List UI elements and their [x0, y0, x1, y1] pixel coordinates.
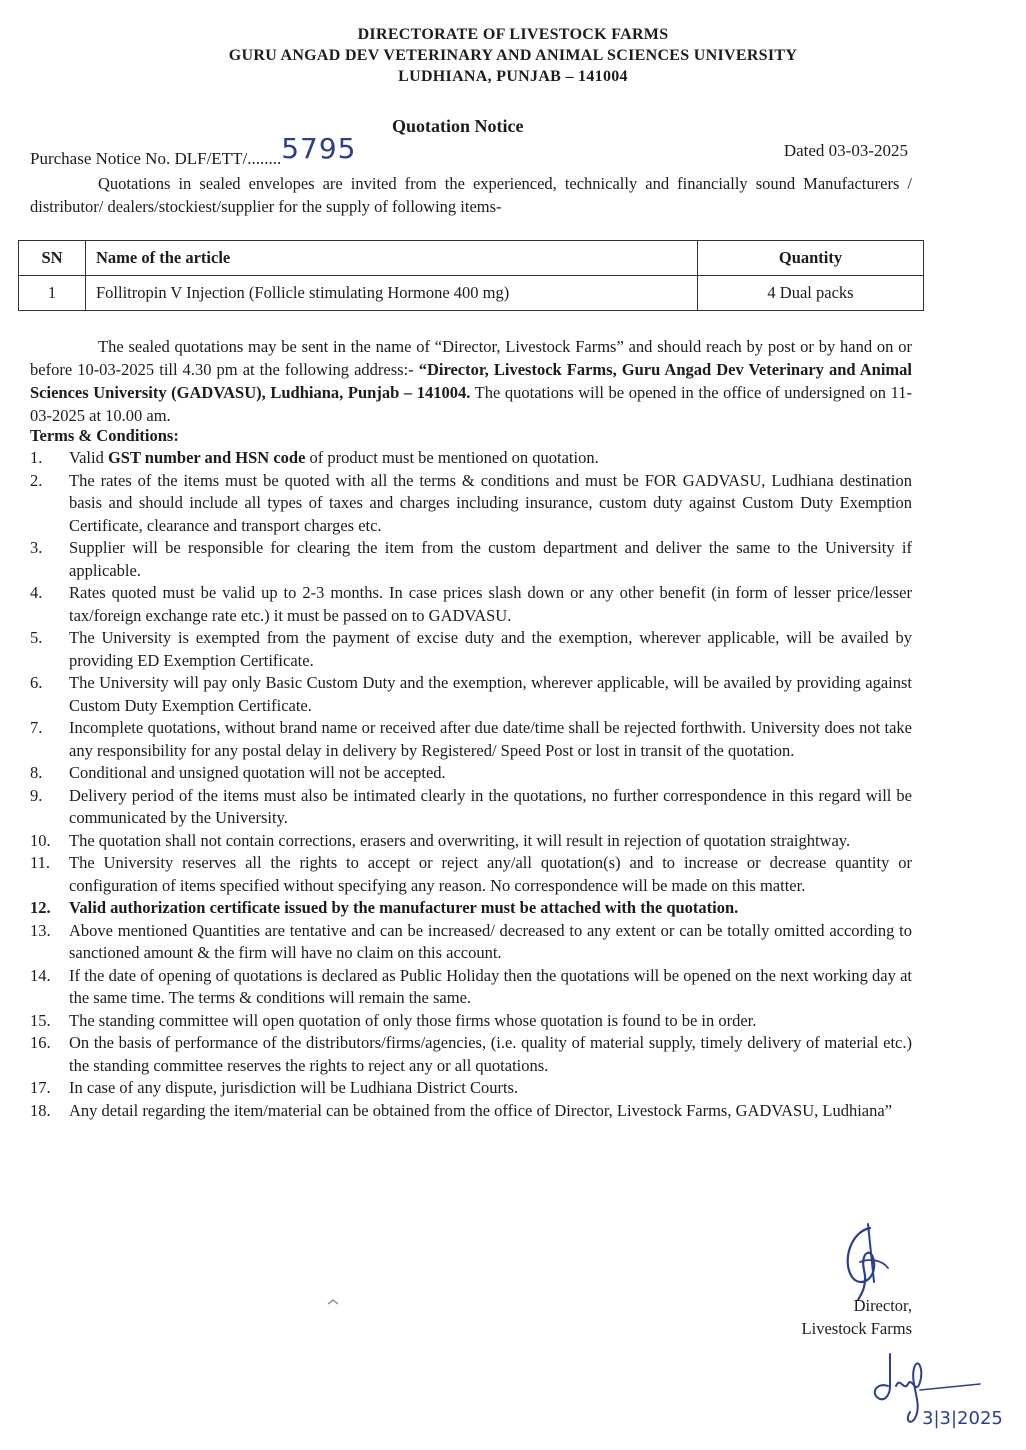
stray-mark-icon: [326, 1298, 340, 1306]
term-number: 17.: [30, 1078, 51, 1097]
term-number: 10.: [30, 830, 51, 850]
list-item: [30, 717, 912, 762]
term-text: Delivery period of the items must also be intimated clearly in the quotations, no further correspondence in this regard will be communicated by the University.: [69, 785, 912, 827]
term-text: In case of any dispute, jurisdiction will be Ludhiana District Courts.: [69, 1078, 519, 1097]
list-item: [30, 537, 912, 582]
signature-icon: [830, 1222, 900, 1302]
term-text: Rates quoted must be valid up to 2-3 months. In case prices slash down or any other benefit (in form of lesser price/lesser tax/foreign exchange rate etc.) it must be passed on to GADVASU.: [69, 583, 912, 625]
term-number: 1.: [30, 448, 43, 467]
items-table-header: [19, 241, 924, 276]
list-item: [30, 627, 912, 672]
handwritten-notice-number: 5795: [281, 132, 357, 165]
signatory-title: Director,: [853, 1296, 912, 1315]
term-number: 15.: [30, 1010, 51, 1030]
term-text: The rates of the items must be quoted with all the terms & conditions and must be FOR GADVASU, Ludhiana destination basis and should include all types of taxes and charges including insurance, custom duty against Custom Duty Exemption Certificate, clearance and transport charges etc.: [69, 470, 912, 535]
signatory-department: Livestock Farms: [801, 1319, 912, 1338]
term-text: Incomplete quotations, without brand name or received after due date/time shall be rejected forthwith. University does not take any responsibility for any postal delay in delivery by Registered/ Speed Post or lost in transit of the quotation.: [69, 718, 912, 760]
term-text: Above mentioned Quantities are tentative and can be increased/ decreased to any extent or can be totally omitted according to sanctioned amount & the firm will have no claim on this account.: [69, 920, 912, 962]
row-quantity: 4 Dual packs: [698, 276, 924, 311]
term-text: of product must be mentioned on quotation.: [305, 448, 599, 467]
notice-prefix: Purchase Notice No. DLF/ETT/: [30, 149, 248, 168]
submission-text-1: The sealed quotations may be sent in the name of “Director, Livestock Farms” and should reach by post or by hand on or before 10-03-2025 till 4.30 pm at the following address:-: [30, 337, 912, 379]
document-title: Quotation Notice: [392, 116, 524, 136]
header-quantity: Quantity: [698, 241, 924, 276]
header-sn: SN: [19, 241, 86, 276]
term-text: The University will pay only Basic Custom Duty and the exemption, wherever applicable, will be availed by providing against Custom Duty Exemption Certificate.: [69, 673, 912, 715]
initial-date: 3|3|2025: [922, 1408, 1003, 1429]
term-number: 5.: [30, 628, 43, 647]
letterhead-line-1: DIRECTORATE OF LIVESTOCK FARMS: [357, 26, 669, 43]
term-number: 7.: [30, 718, 43, 737]
list-item: [30, 920, 912, 965]
term-number: 2.: [30, 470, 43, 490]
handwritten-initials-date-icon: [860, 1346, 1010, 1436]
intro-text: Quotations in sealed envelopes are invited from the experienced, technically and financially sound Manufacturers / distributor/ dealers/stockiest/supplier for the supply of following items-: [30, 174, 912, 216]
list-item: [30, 1032, 912, 1077]
submission-address: “Director, Livestock Farms, Guru Angad Dev Veterinary and Animal Sciences University (GADVASU), Ludhiana, Punjab – 141004.: [30, 360, 912, 402]
term-text: Any detail regarding the item/material can be obtained from the office of Director, Livestock Farms, GADVASU, Ludhiana”: [69, 1100, 893, 1120]
list-item: [30, 965, 912, 1010]
list-item: [30, 470, 912, 538]
list-item: [30, 785, 912, 830]
list-item: [30, 830, 912, 853]
table-row: [19, 276, 924, 311]
submission-paragraph: [30, 335, 912, 427]
list-item: [30, 762, 912, 785]
term-number: 11.: [30, 853, 51, 872]
term-number: 4.: [30, 583, 43, 602]
row-sn: 1: [19, 276, 86, 311]
term-number: 18.: [30, 1100, 51, 1120]
list-item: [30, 447, 912, 470]
list-item: [30, 1010, 912, 1033]
intro-paragraph: [30, 172, 912, 218]
terms-list: [30, 447, 912, 1122]
term-number: 16.: [30, 1033, 51, 1052]
letterhead: [0, 24, 1026, 87]
term-text: The University is exempted from the payment of excise duty and the exemption, wherever applicable, will be availed by providing ED Exemption Certificate.: [69, 628, 912, 670]
list-item: [30, 1077, 912, 1100]
purchase-notice-line: [30, 132, 357, 171]
term-text: On the basis of performance of the distributors/firms/agencies, (i.e. quality of material supply, timely delivery of material etc.) the standing committee reserves the rights to reject any or all quotations.: [69, 1033, 912, 1075]
term-text: Supplier will be responsible for clearing the item from the custom department and deliver the same to the University if applicable.: [69, 538, 912, 580]
term-text: Valid: [69, 448, 108, 467]
term-text: The University reserves all the rights to accept or reject any/all quotation(s) and to increase or decrease quantity or configuration of items specified without specifying any reason. No correspondence will be made on this matter.: [69, 853, 912, 895]
letterhead-line-2: GURU ANGAD DEV VETERINARY AND ANIMAL SCIENCES UNIVERSITY: [228, 47, 798, 64]
term-number: 3.: [30, 538, 43, 557]
term-text: Valid authorization certificate issued by the manufacturer must be attached with the quotation.: [69, 898, 739, 917]
term-text: Conditional and unsigned quotation will not be accepted.: [69, 763, 446, 782]
term-number: 9.: [30, 785, 43, 805]
list-item: [30, 852, 912, 897]
notice-date: Dated 03-03-2025: [783, 141, 908, 160]
terms-heading: Terms & Conditions:: [30, 426, 179, 445]
submission-text-2: The quotations will be opened in the office of undersigned on 11-03-2025 at 10.00 am.: [30, 383, 912, 425]
term-number: 6.: [30, 673, 43, 692]
letterhead-line-3: LUDHIANA, PUNJAB – 141004: [398, 68, 628, 85]
term-number: 13.: [30, 920, 51, 940]
list-item: [30, 1100, 912, 1123]
term-text: The quotation shall not contain corrections, erasers and overwriting, it will result in rejection of quotation straightway.: [69, 830, 851, 850]
list-item: [30, 897, 912, 920]
items-table: [18, 240, 924, 311]
term-text: If the date of opening of quotations is declared as Public Holiday then the quotations will be opened on the next working day at the same time. The terms & conditions will remain the same.: [69, 965, 912, 1007]
term-number: 14.: [30, 965, 51, 985]
signatory: [802, 1294, 912, 1340]
term-number: 12.: [30, 898, 51, 917]
term-text: The standing committee will open quotation of only those firms whose quotation is found to be in order.: [69, 1010, 757, 1030]
notice-dots: ........: [247, 149, 282, 168]
term-number: 8.: [30, 763, 43, 782]
list-item: [30, 582, 912, 627]
header-article: Name of the article: [86, 241, 698, 276]
term-text-bold: GST number and HSN code: [107, 448, 306, 467]
list-item: [30, 672, 912, 717]
row-article: Follitropin V Injection (Follicle stimulating Hormone 400 mg): [86, 276, 698, 311]
